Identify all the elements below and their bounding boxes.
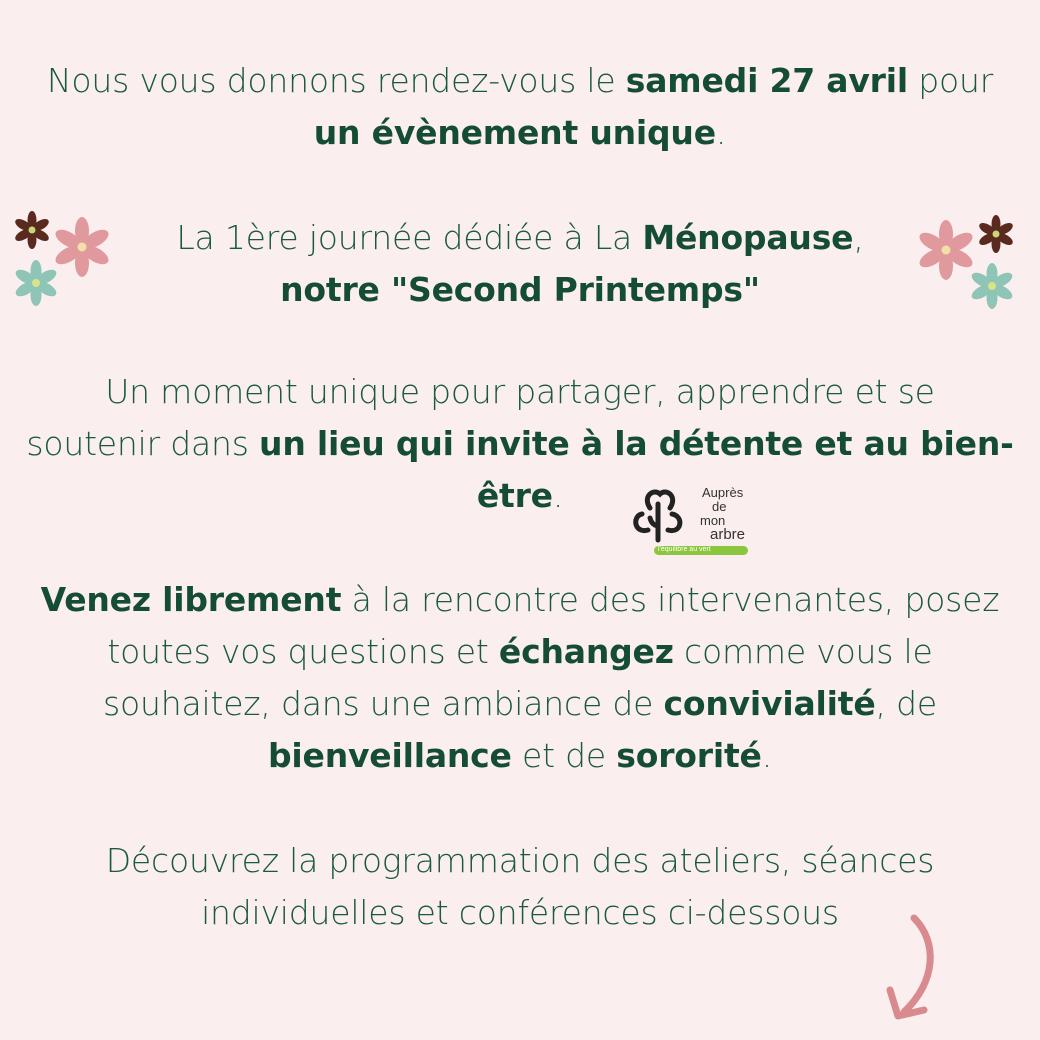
emphasis-text: échangez [498, 632, 674, 671]
body-text: , de [875, 684, 937, 723]
emphasis-text: un lieu qui invite à la détente et au bien- [259, 424, 1014, 463]
body-text: et de [511, 736, 617, 775]
text-line [0, 574, 1040, 626]
text-line [0, 730, 1040, 782]
logo-aupres-de-mon-arbre [628, 482, 758, 560]
text-line [0, 626, 1040, 678]
logo-line-4: arbre [710, 526, 746, 543]
flower-icon [53, 217, 112, 277]
emphasis-text: Venez librement [40, 580, 342, 619]
emphasis-text: samedi 27 avril [625, 61, 908, 100]
body-text: La 1ère journée dédiée à La [176, 218, 643, 257]
flower-icon [977, 215, 1014, 253]
paragraph-moment [0, 366, 1040, 522]
logo-line-2: de [712, 499, 727, 514]
body-text: . [552, 476, 564, 515]
emphasis-text: sororité [616, 736, 762, 775]
logo-tagline: l'équilibre au vert [658, 546, 711, 553]
text-line [0, 264, 1040, 316]
text-line [0, 55, 1040, 107]
text-line [0, 107, 1040, 159]
paragraph-menopause-day [0, 212, 1040, 316]
paragraph-intro [0, 55, 1040, 159]
flower-cluster-right [910, 210, 1030, 310]
flower-icon [969, 263, 1014, 309]
arrow-down-icon [880, 912, 950, 1024]
text-line [0, 212, 1040, 264]
emphasis-text: bienveillance [267, 736, 512, 775]
flower-icon [917, 220, 976, 280]
body-text: soutenir dans [26, 424, 260, 463]
paragraph-invitation [0, 574, 1040, 782]
body-text: toutes vos questions et [107, 632, 499, 671]
text-line [0, 470, 1040, 522]
logo-line-1: Auprès [702, 485, 744, 500]
flower-icon [13, 211, 50, 249]
body-text: . [715, 113, 727, 152]
text-line [0, 678, 1040, 730]
emphasis-text: un évènement unique [313, 113, 716, 152]
body-text: Un moment unique pour partager, apprendre et se [105, 372, 935, 411]
tree-logo-icon [628, 484, 688, 544]
emphasis-text: Ménopause [642, 218, 854, 257]
body-text: souhaitez, dans une ambiance de [103, 684, 664, 723]
flower-cluster-left [10, 210, 120, 310]
emphasis-text: notre "Second Printemps" [280, 270, 760, 309]
emphasis-text: convivialité [663, 684, 876, 723]
text-line [0, 366, 1040, 418]
body-text: . [761, 736, 772, 775]
flower-icon [13, 260, 58, 306]
text-line [0, 418, 1040, 470]
body-text: Découvrez la programmation des ateliers, séances [105, 841, 935, 880]
body-text: individuelles et conférences ci-dessous [201, 893, 839, 932]
logo-line-3: mon [700, 513, 726, 528]
body-text: comme vous le [673, 632, 933, 671]
emphasis-text: être [476, 476, 553, 515]
body-text: à la rencontre des intervenantes, posez [341, 580, 1000, 619]
body-text: pour [907, 61, 994, 100]
text-line [0, 835, 1040, 887]
body-text: , [853, 218, 864, 257]
body-text: Nous vous donnons rendez-vous le [46, 61, 626, 100]
